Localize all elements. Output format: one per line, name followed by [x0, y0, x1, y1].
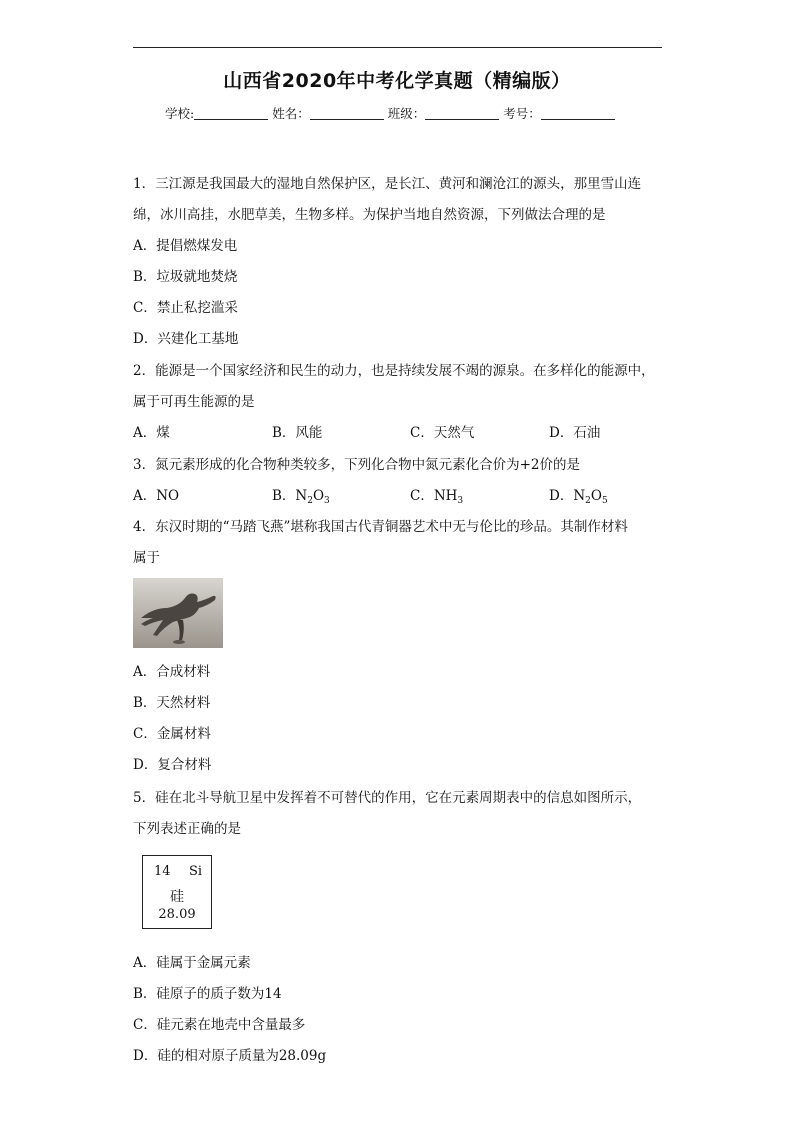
name-blank: [310, 106, 384, 120]
atomic-number: 14: [154, 864, 171, 879]
question-4-option-c: C．金属材料: [133, 726, 211, 742]
question-2-option-a: A．煤: [133, 425, 170, 441]
bronze-horse-photo: [133, 578, 223, 648]
atomic-mass: 28.09: [158, 907, 196, 922]
name-label: 姓名：: [272, 106, 310, 121]
question-2-stem-line-2: 属于可再生能源的是: [133, 394, 255, 410]
silicon-element-card: [142, 855, 212, 929]
question-5-option-d: D．硅的相对原子质量为28.09g: [133, 1048, 327, 1064]
school-blank: [194, 106, 268, 120]
question-3-stem: 3．氮元素形成的化合物种类较多，下列化合物中氮元素化合价为+2价的是: [133, 457, 580, 473]
student-info-line: [165, 104, 619, 122]
class-blank: [425, 106, 499, 120]
question-4-stem-line-1: 4．东汉时期的“马踏飞燕”堪称我国古代青铜器艺术中无与伦比的珍品。其制作材料: [133, 519, 628, 535]
question-3-option-c: C．$NH_3$: [410, 488, 464, 506]
element-symbol: Si: [189, 864, 203, 879]
question-2-option-b: B．风能: [272, 425, 323, 441]
question-1-option-c: C．禁止私挖滥采: [133, 300, 238, 316]
school-label: 学校:: [165, 106, 195, 121]
question-1-option-b: B．垃圾就地焚烧: [133, 269, 238, 285]
question-2-option-c: C．天然气: [410, 425, 475, 441]
question-2-option-d: D．石油: [549, 425, 601, 441]
question-1-stem-line-1: 1．三江源是我国最大的湿地自然保护区，是长江、黄河和澜沧江的源头，那里雪山连: [133, 176, 642, 192]
class-label: 班级：: [387, 106, 426, 121]
question-5-stem-line-2: 下列表述正确的是: [133, 821, 241, 837]
question-2-stem-line-1: 2．能源是一个国家经济和民生的动力，也是持续发展不竭的源泉。在多样化的能源中，: [133, 363, 655, 379]
exam-number-label: 考号：: [503, 106, 541, 121]
question-3-option-d: D．$N_2O_5$: [549, 488, 608, 506]
question-5-option-c: C．硅元素在地壳中含量最多: [133, 1017, 306, 1033]
header-rule: [133, 47, 662, 48]
question-3-option-b: B．$N_2O_3$: [272, 488, 330, 506]
question-5-option-b: B．硅原子的质子数为14: [133, 986, 282, 1002]
question-4-stem-line-2: 属于: [133, 550, 160, 566]
question-4-option-b: B．天然材料: [133, 695, 211, 711]
question-1-option-a: A．提倡燃煤发电: [133, 238, 238, 254]
question-1-stem-line-2: 绵，冰川高挂，水肥草美，生物多样。为保护当地自然资源，下列做法合理的是: [133, 207, 606, 223]
question-5-stem-line-1: 5．硅在北斗导航卫星中发挥着不可替代的作用，它在元素周期表中的信息如图所示，: [133, 790, 642, 806]
question-1-option-d: D．兴建化工基地: [133, 331, 239, 347]
element-name: 硅: [170, 889, 184, 905]
page-title: 山西省2020年中考化学真题（精编版）: [223, 70, 571, 92]
question-4-option-a: A．合成材料: [133, 664, 211, 680]
question-5-option-a: A．硅属于金属元素: [133, 955, 251, 971]
question-3-options: [133, 484, 693, 504]
question-3-option-a: A．NO: [133, 488, 180, 504]
question-2-options: [133, 421, 693, 441]
exam-number-blank: [541, 106, 615, 120]
question-4-option-d: D．复合材料: [133, 757, 212, 773]
